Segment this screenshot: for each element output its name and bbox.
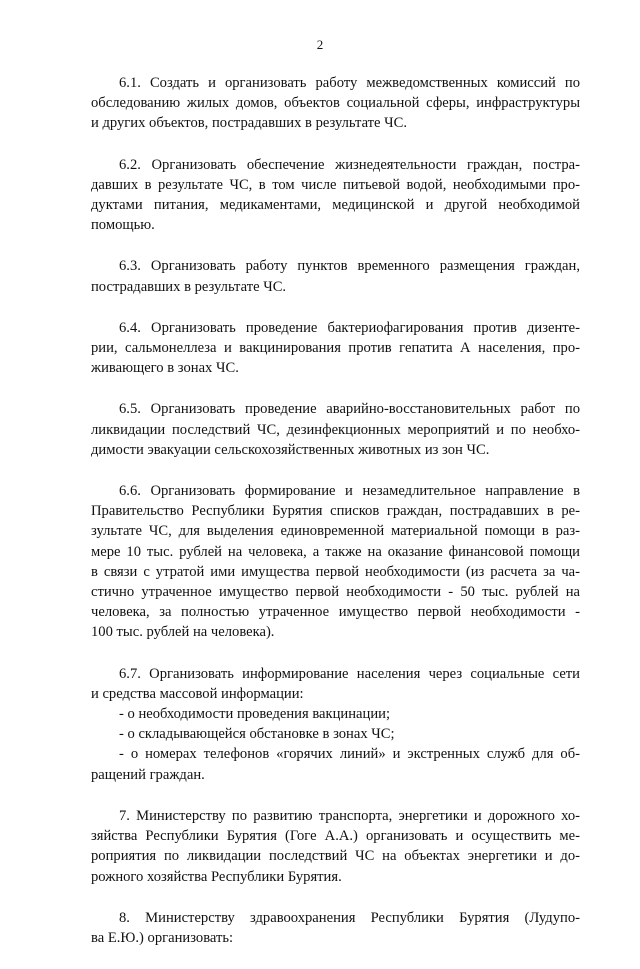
text-line: 6.5. Организовать проведение аварийно-восстановительных работ по [119,401,580,418]
paragraph-6-6 [91,481,580,643]
text-line: 6.6. Организовать формирование и незамедлительное направление в [119,483,580,500]
list-item: - о номерах телефонов «горячих линий» и экстренных служб для об- [119,746,580,763]
text-line: в связи с утратой ими имущества первой необходимости (из расчета за ча- [91,563,580,580]
text-line: рожного хозяйства Республики Бурятия. [91,868,342,885]
text-line: пострадавших в результате ЧС. [91,278,287,295]
text-line: роприятия по ликвидации последствий ЧС на объектах энергетики и до- [91,848,580,865]
text-line: человека, за полностью утраченное имущество первой необходимости - [91,604,580,621]
text-line: и средства массовой информации: [91,685,304,702]
page-number: 2 [316,37,324,52]
text-line: зультате ЧС, для выделения единовременной материальной помощи в раз- [91,523,580,540]
text-line: Правительство Республики Бурятия списков граждан, пострадавших в ре- [91,503,580,520]
paragraph-6-4 [91,318,580,379]
paragraph-6-3 [91,256,580,296]
text-line: 6.4. Организовать проведение бактериофагирования против дизенте- [119,319,580,336]
text-line: дуктами питания, медикаментами, медицинской и другой необходимой [91,197,580,214]
text-line: и других объектов, пострадавших в результате ЧС. [91,115,408,132]
text-line: стично утраченное имущество первой необходимости - 50 тыс. рублей на [91,584,580,601]
text-line: 6.2. Организовать обеспечение жизнедеятельности граждан, постра- [119,156,580,173]
text-line: 6.1. Создать и организовать работу межведомственных комиссий по [119,75,580,91]
text-line: 7. Министерству по развитию транспорта, энергетики и дорожного хо- [119,807,580,824]
list-item: - о складывающейся обстановке в зонах ЧС; [119,726,395,743]
document-body [91,73,580,969]
paragraph-8 [91,908,580,948]
text-line: рии, сальмонеллеза и вакцинирования против гепатита А населения, про- [91,340,580,357]
text-line: 8. Министерству здравоохранения Республики Бурятия (Лудупо- [119,909,580,926]
text-line: мере 10 тыс. рублей на человека, а также на оказание финансовой помощи [91,543,580,560]
text-line: ва Е.Ю.) организовать: [91,929,234,946]
text-line: 6.3. Организовать работу пунктов временного размещения граждан, [119,258,580,275]
text-line: помощью. [91,217,155,234]
text-line: живающего в зонах ЧС. [91,360,239,377]
text-line: 6.7. Организовать информирование населения через социальные сети [119,665,580,682]
text-line: давших в результате ЧС, в том числе питьевой водой, необходимыми про- [91,176,580,193]
text-line: 100 тыс. рублей на человека). [91,624,275,641]
text-line: димости эвакуации сельскохозяйственных животных из зон ЧС. [91,441,490,458]
text-line: обследованию жилых домов, объектов социальной сферы, инфраструктуры [91,95,580,112]
paragraph-6-7 [91,664,580,785]
text-line: ликвидации последствий ЧС, дезинфекционных мероприятий и по необхо- [91,421,580,438]
paragraph-6-1 [91,73,580,134]
text-line: ращений граждан. [91,766,205,783]
text-line: зяйства Республики Бурятия (Гоге А.А.) организовать и осуществить ме- [91,828,580,845]
paragraph-6-5 [91,399,580,460]
paragraph-6-2 [91,155,580,236]
paragraph-7 [91,806,580,887]
list-item: - о необходимости проведения вакцинации; [119,706,391,723]
